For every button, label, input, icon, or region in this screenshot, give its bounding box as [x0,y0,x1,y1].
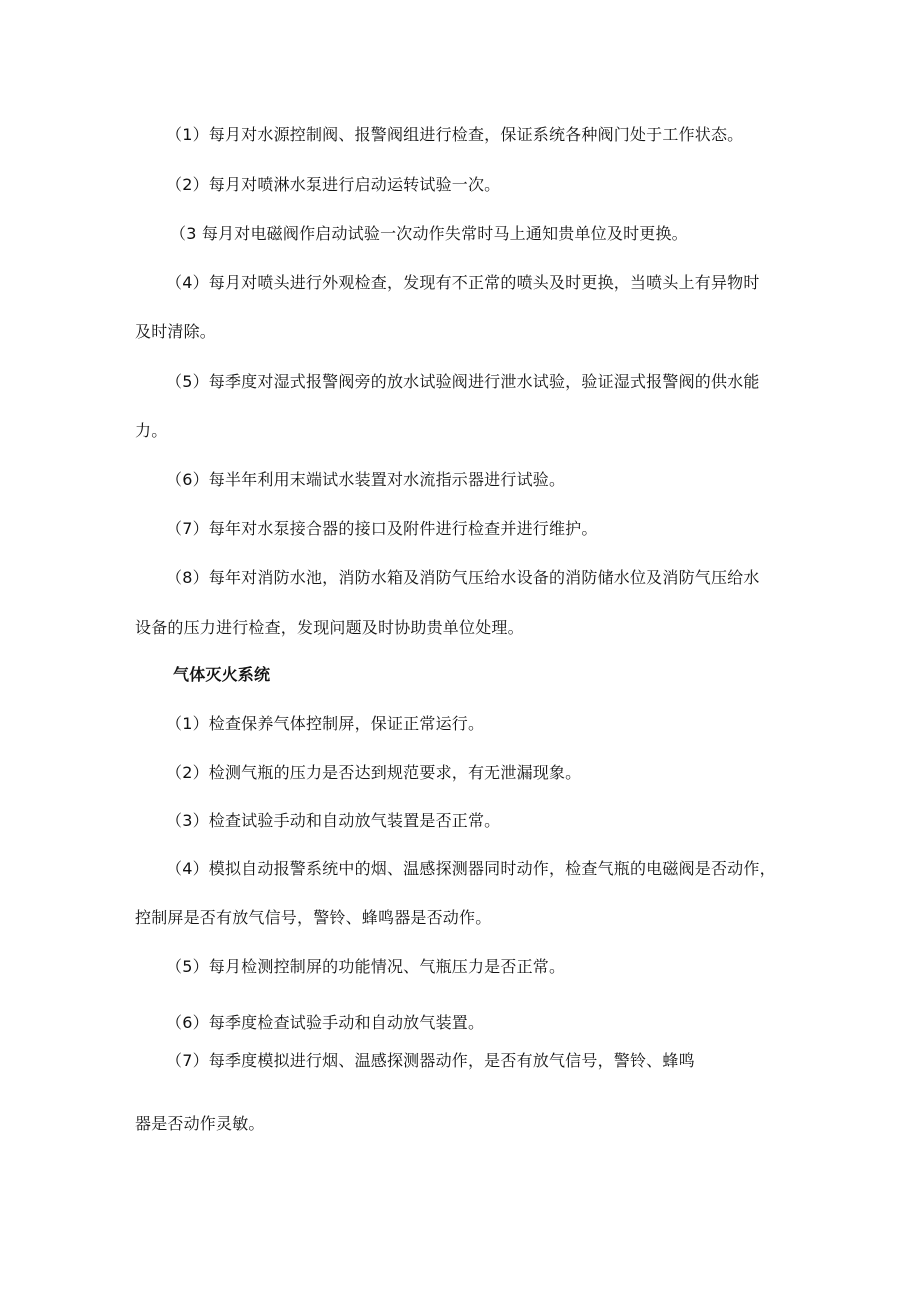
sprinkler-item-2: （2）每月对喷淋水泵进行启动运转试验一次。 [166,175,501,194]
gas-item-1: （1）检查保养气体控制屏，保证正常运行。 [166,714,485,733]
sprinkler-item-4-line-2: 及时清除。 [135,322,217,341]
gas-item-2: （2）检测气瓶的压力是否达到规范要求，有无泄漏现象。 [166,763,582,782]
sprinkler-item-5-line-2: 力。 [135,421,168,440]
gas-extinguishing-heading: 气体灭火系统 [173,665,271,684]
gas-item-6: （6）每季度检查试验手动和自动放气装置。 [166,1013,485,1032]
sprinkler-item-1: （1）每月对水源控制阀、报警阀组进行检查，保证系统各种阀门处于工作状态。 [166,125,744,144]
sprinkler-item-7: （7）每年对水泵接合器的接口及附件进行检查并进行维护。 [166,519,598,538]
sprinkler-item-6: （6）每半年利用末端试水装置对水流指示器进行试验。 [166,470,566,489]
sprinkler-item-8-line-1: （8）每年对消防水池，消防水箱及消防气压给水设备的消防储水位及消防气压给水 [166,568,760,587]
gas-item-4-line-2: 控制屏是否有放气信号，警铃、蜂鸣器是否动作。 [135,908,492,927]
gas-item-4-line-1: （4）模拟自动报警系统中的烟、温感探测器同时动作，检查气瓶的电磁阀是否动作， [166,859,776,878]
sprinkler-item-4-line-1: （4）每月对喷头进行外观检查，发现有不正常的喷头及时更换，当喷头上有异物时 [166,273,760,292]
gas-item-5: （5）每月检测控制屏的功能情况、气瓶压力是否正常。 [166,957,566,976]
sprinkler-item-8-line-2: 设备的压力进行检查，发现问题及时协助贵单位处理。 [135,618,524,637]
gas-item-7-line-2: 器是否动作灵敏。 [135,1114,265,1133]
sprinkler-item-5-line-1: （5）每季度对湿式报警阀旁的放水试验阀进行泄水试验，验证湿式报警阀的供水能 [166,372,760,391]
gas-item-3: （3）检查试验手动和自动放气装置是否正常。 [166,811,501,830]
gas-item-7-line-1: （7）每季度模拟进行烟、温感探测器动作，是否有放气信号，警铃、蜂鸣 [166,1051,695,1070]
sprinkler-item-3: （3 每月对电磁阀作启动试验一次动作失常时马上通知贵单位及时更换。 [170,224,688,243]
